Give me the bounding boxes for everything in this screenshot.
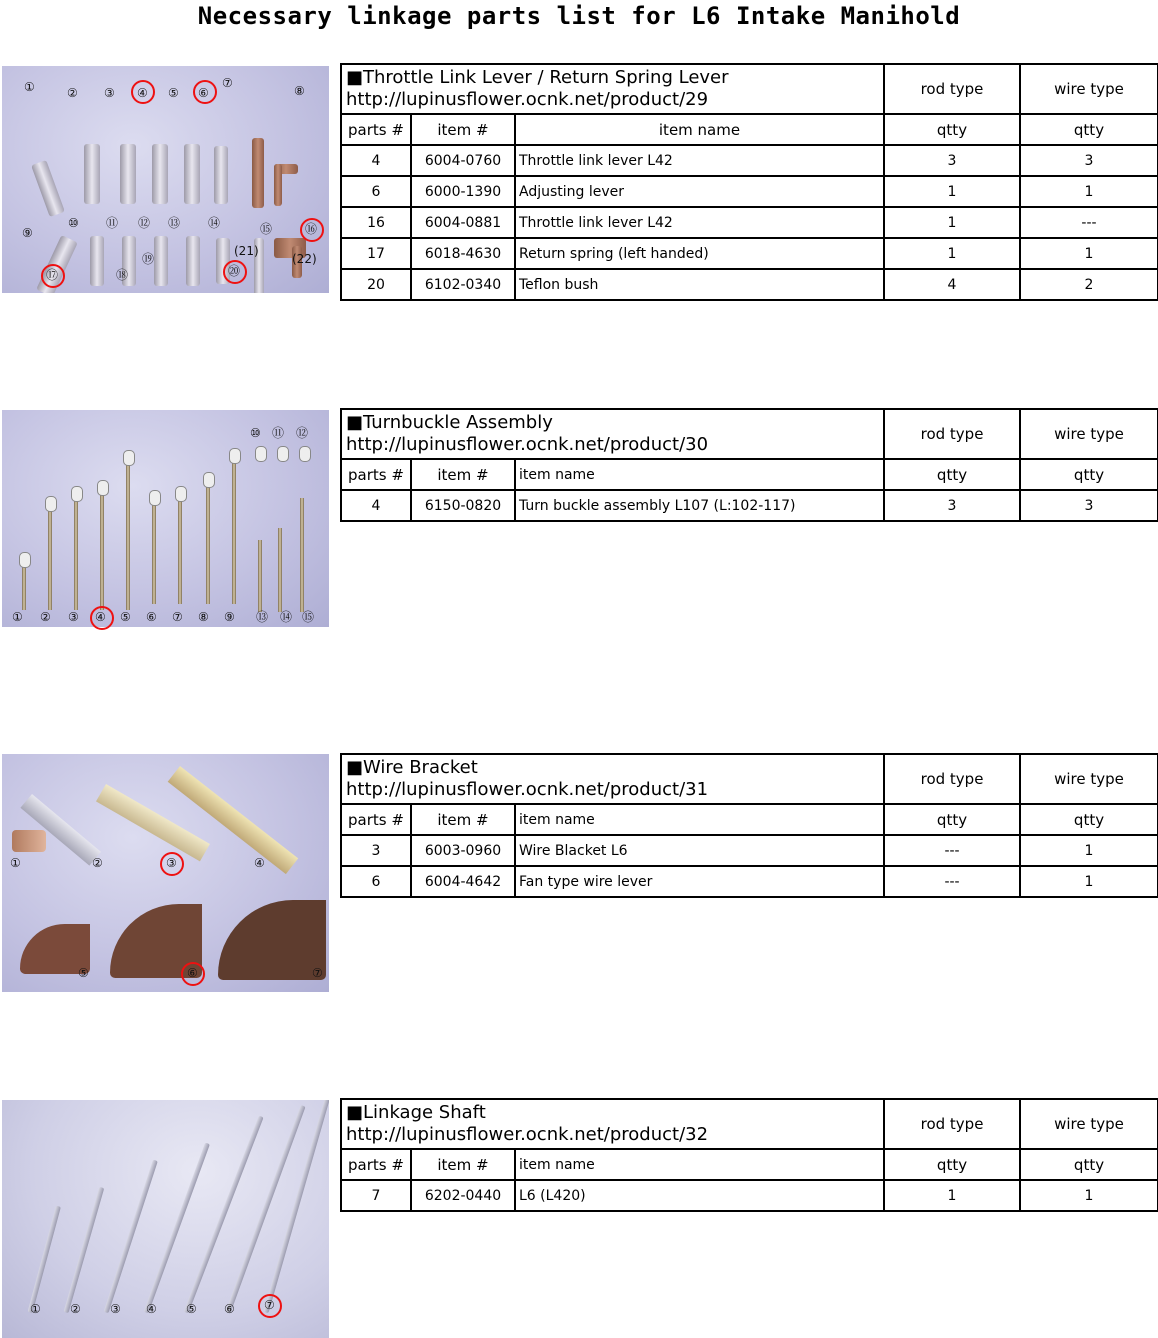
throttle-lever-photo: [2, 66, 329, 293]
label-5: ⑤: [186, 1302, 197, 1316]
label-7: ⑦: [264, 1298, 275, 1312]
highlight-ring-7: [258, 1294, 282, 1318]
item-cell: 6004-0881: [411, 207, 515, 238]
item-header: item #: [411, 1149, 515, 1180]
highlight-ring-20: [223, 260, 247, 284]
lever-10: [90, 236, 104, 286]
label-6: ⑥: [224, 1302, 235, 1316]
parts-cell: 17: [341, 238, 411, 269]
item-cell: 6150-0820: [411, 490, 515, 521]
section-header: [341, 754, 884, 804]
label-11: ⑪: [272, 426, 285, 440]
name-cell: Teflon bush: [515, 269, 884, 300]
rod-qty-cell: 1: [884, 238, 1020, 269]
label-4: ④: [254, 856, 265, 870]
qtty-header: qtty: [1020, 114, 1158, 145]
label-2: ②: [40, 610, 51, 624]
name-cell: L6 (L420): [515, 1180, 884, 1211]
name-cell: Return spring (left handed): [515, 238, 884, 269]
label-17: ⑰: [46, 268, 59, 282]
label-8: ⑧: [198, 610, 209, 624]
name-cell: Throttle link lever L42: [515, 145, 884, 176]
label-5: ⑤: [168, 86, 179, 100]
section-header: [341, 64, 884, 114]
label-20: ⑳: [228, 264, 241, 278]
table-row: [341, 207, 1158, 238]
item-cell: 6102-0340: [411, 269, 515, 300]
table-row: [341, 176, 1158, 207]
section-url: http://lupinusflower.ocnk.net/product/32: [346, 1124, 709, 1145]
parts-cell: 6: [341, 866, 411, 897]
wire-qty-cell: 2: [1020, 269, 1158, 300]
throttle-lever-table: [340, 63, 1158, 301]
label-5: ⑤: [78, 966, 89, 980]
label-18: ⑱: [116, 268, 129, 282]
highlight-ring-17: [41, 264, 65, 288]
parts-cell: 16: [341, 207, 411, 238]
section-heading: ■Turnbuckle Assembly: [346, 412, 553, 433]
wire-type-header: wire type: [1020, 409, 1158, 459]
item-header: item #: [411, 804, 515, 835]
parts-header: parts #: [341, 459, 411, 490]
section-heading: ■Throttle Link Lever / Return Spring Lever: [346, 67, 729, 88]
label-13: ⑬: [168, 216, 181, 230]
parts-cell: 4: [341, 490, 411, 521]
name-header: item name: [515, 1149, 884, 1180]
section-heading: ■Wire Bracket: [346, 757, 478, 778]
highlight-ring-6: [181, 962, 205, 986]
rod-qty-cell: 4: [884, 269, 1020, 300]
table-row: [341, 145, 1158, 176]
rod-type-header: rod type: [884, 754, 1020, 804]
label-4: ④: [146, 1302, 157, 1316]
label-14: ⑭: [208, 216, 221, 230]
label-22: (22): [292, 252, 317, 266]
name-cell: Wire Blacket L6: [515, 835, 884, 866]
parts-header: parts #: [341, 1149, 411, 1180]
lever-1: [31, 160, 65, 217]
highlight-ring-3: [160, 852, 184, 876]
rod-type-header: rod type: [884, 64, 1020, 114]
rod-qty-cell: 3: [884, 145, 1020, 176]
rod-qty-cell: ---: [884, 835, 1020, 866]
wire-qty-cell: 3: [1020, 145, 1158, 176]
label-10: ⑩: [250, 426, 261, 440]
table-row: [341, 238, 1158, 269]
lever-6: [214, 146, 228, 204]
label-13: ⑬: [256, 610, 269, 624]
label-9: ⑨: [224, 610, 235, 624]
rod-qty-cell: 1: [884, 207, 1020, 238]
highlight-ring-16: [300, 218, 324, 242]
rod-qty-cell: 1: [884, 1180, 1020, 1211]
label-21: (21): [234, 244, 259, 258]
linkage-shaft-table: [340, 1098, 1158, 1212]
label-3: ③: [68, 610, 79, 624]
section-header: [341, 1099, 884, 1149]
label-3: ③: [166, 856, 177, 870]
label-15: ⑮: [302, 610, 315, 624]
rod-type-header: rod type: [884, 409, 1020, 459]
label-7: ⑦: [172, 610, 183, 624]
wire-qty-cell: 1: [1020, 1180, 1158, 1211]
qtty-header: qtty: [1020, 804, 1158, 835]
wire-type-header: wire type: [1020, 1099, 1158, 1149]
item-header: item #: [411, 459, 515, 490]
lever-5: [184, 144, 200, 204]
rod-qty-cell: ---: [884, 866, 1020, 897]
item-cell: 6004-4642: [411, 866, 515, 897]
label-15: ⑮: [260, 222, 273, 236]
qtty-header: qtty: [884, 459, 1020, 490]
label-8: ⑧: [294, 84, 305, 98]
label-14: ⑭: [280, 610, 293, 624]
parts-cell: 6: [341, 176, 411, 207]
label-1: ①: [30, 1302, 41, 1316]
item-cell: 6018-4630: [411, 238, 515, 269]
parts-cell: 20: [341, 269, 411, 300]
name-header: item name: [515, 114, 884, 145]
wire-qty-cell: ---: [1020, 207, 1158, 238]
label-12: ⑫: [138, 216, 151, 230]
wire-bracket-table: [340, 753, 1158, 898]
label-2: ②: [70, 1302, 81, 1316]
wire-qty-cell: 1: [1020, 835, 1158, 866]
label-6: ⑥: [198, 86, 209, 100]
wire-type-header: wire type: [1020, 754, 1158, 804]
table-row: [341, 269, 1158, 300]
label-16: ⑯: [305, 222, 318, 236]
label-1: ①: [12, 610, 23, 624]
highlight-ring-4: [90, 606, 114, 630]
name-cell: Fan type wire lever: [515, 866, 884, 897]
lever-4: [152, 144, 168, 204]
wire-qty-cell: 1: [1020, 176, 1158, 207]
item-cell: 6000-1390: [411, 176, 515, 207]
name-cell: Turn buckle assembly L107 (L:102-117): [515, 490, 884, 521]
qtty-header: qtty: [884, 1149, 1020, 1180]
label-1: ①: [10, 856, 21, 870]
highlight-ring-4: [131, 80, 155, 104]
item-cell: 6004-0760: [411, 145, 515, 176]
item-cell: 6202-0440: [411, 1180, 515, 1211]
label-1: ①: [24, 80, 35, 94]
lever-3: [120, 144, 136, 204]
table-row: [341, 1180, 1158, 1211]
label-2: ②: [92, 856, 103, 870]
section-header: [341, 409, 884, 459]
wire-qty-cell: 1: [1020, 866, 1158, 897]
section-url: http://lupinusflower.ocnk.net/product/31: [346, 779, 709, 800]
rod-qty-cell: 3: [884, 490, 1020, 521]
label-3: ③: [110, 1302, 121, 1316]
parts-header: parts #: [341, 114, 411, 145]
name-header: item name: [515, 459, 884, 490]
label-6: ⑥: [187, 966, 198, 980]
qtty-header: qtty: [884, 114, 1020, 145]
parts-cell: 4: [341, 145, 411, 176]
label-4: ④: [137, 86, 148, 100]
label-5: ⑤: [120, 610, 131, 624]
qtty-header: qtty: [1020, 459, 1158, 490]
name-header: item name: [515, 804, 884, 835]
label-7: ⑦: [312, 966, 323, 980]
label-4: ④: [95, 610, 106, 624]
highlight-ring-6: [193, 80, 217, 104]
label-3: ③: [104, 86, 115, 100]
qtty-header: qtty: [884, 804, 1020, 835]
page-title: Necessary linkage parts list for L6 Intake Manihold: [197, 2, 961, 30]
turnbuckle-photo: [2, 410, 329, 627]
rod-qty-cell: 1: [884, 176, 1020, 207]
label-19: ⑲: [142, 252, 155, 266]
turnbuckle-table: [340, 408, 1158, 522]
label-12: ⑫: [296, 426, 309, 440]
label-10: ⑩: [68, 216, 79, 230]
parts-cell: 7: [341, 1180, 411, 1211]
rod-type-header: rod type: [884, 1099, 1020, 1149]
item-cell: 6003-0960: [411, 835, 515, 866]
section-url: http://lupinusflower.ocnk.net/product/29: [346, 89, 709, 110]
wire-qty-cell: 1: [1020, 238, 1158, 269]
qtty-header: qtty: [1020, 1149, 1158, 1180]
name-cell: Throttle link lever L42: [515, 207, 884, 238]
table-row: [341, 866, 1158, 897]
lever-2: [84, 144, 100, 204]
section-heading: ■Linkage Shaft: [346, 1102, 486, 1123]
table-row: [341, 835, 1158, 866]
item-header: item #: [411, 114, 515, 145]
lever-7: [252, 138, 264, 208]
wire-type-header: wire type: [1020, 64, 1158, 114]
table-row: [341, 490, 1158, 521]
label-11: ⑪: [106, 216, 119, 230]
lever-13: [186, 236, 200, 286]
parts-cell: 3: [341, 835, 411, 866]
parts-header: parts #: [341, 804, 411, 835]
name-cell: Adjusting lever: [515, 176, 884, 207]
wire-qty-cell: 3: [1020, 490, 1158, 521]
lever-12: [154, 236, 168, 286]
section-url: http://lupinusflower.ocnk.net/product/30: [346, 434, 709, 455]
label-9: ⑨: [22, 226, 33, 240]
label-6: ⑥: [146, 610, 157, 624]
label-7: ⑦: [222, 76, 233, 90]
label-2: ②: [67, 86, 78, 100]
